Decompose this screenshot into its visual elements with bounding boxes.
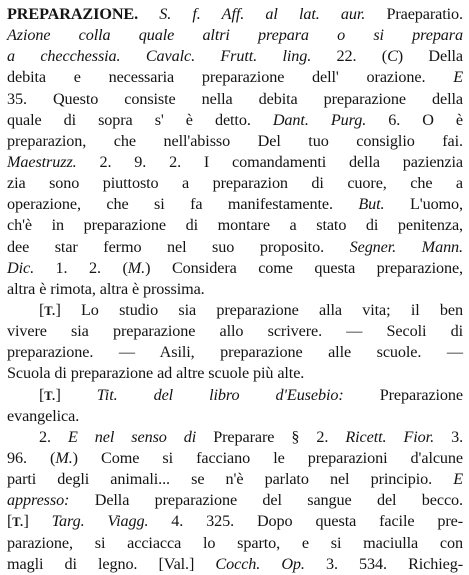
italic-run: Dant. Purg. <box>272 110 367 129</box>
text-run: 4. 325. Dopo questa facile pre- <box>148 512 463 531</box>
text-run: 6. O è <box>366 110 463 129</box>
italic-run: Maestruzz. <box>7 152 77 171</box>
italic-run: E nel senso di <box>67 427 197 446</box>
text-run: magli di legno. [Val.] <box>7 554 216 573</box>
entry-line <box>7 342 463 363</box>
entry-line <box>7 237 463 258</box>
text-run: 96. ( <box>7 448 56 467</box>
text-run: 1. 2. ( <box>34 258 128 277</box>
text-run: [ <box>7 512 13 531</box>
entry-line <box>7 511 463 532</box>
italic-run: But. <box>358 195 385 214</box>
italic-run: Targ. Viagg. <box>51 512 149 531</box>
text-run: 22. ( <box>311 47 388 66</box>
text-run: 3. 534. Richieg- <box>304 554 464 573</box>
italic-run: Ricett. Fior. <box>345 427 435 446</box>
text-run: Preparare § 2. <box>196 427 346 446</box>
text-run: dee star fermo nel suo proposito. <box>7 237 350 256</box>
entry-line <box>7 448 463 469</box>
entry-line <box>7 173 463 194</box>
entry-line <box>7 46 463 67</box>
text-run: parazione, si acciacca lo sparto, e si maciulla con <box>7 533 463 552</box>
italic-run: Cocch. Op. <box>215 554 305 573</box>
source-tag: T. <box>12 515 24 530</box>
text-run: altra è rimota, altra è prossima. <box>7 279 205 298</box>
italic-run: Azione colla quale altri prepara o si prepara <box>7 26 463 45</box>
text-run: Della preparazione del sangue del becco. <box>69 491 463 510</box>
text-run: 35. Questo consiste nella debita preparazione della <box>7 89 463 108</box>
entry-line <box>7 427 463 448</box>
entry-line <box>7 215 463 236</box>
text-run: [ <box>39 385 45 404</box>
italic-run: C <box>387 47 398 66</box>
text-run: Preparazione <box>343 385 463 404</box>
entry-line <box>7 300 463 321</box>
italic-run: Tit. del libro d'Eusebio: <box>96 385 344 404</box>
text-run: evangelica. <box>7 406 80 425</box>
italic-run: S. f. Aff. al lat. aur. <box>159 5 366 23</box>
entry-line <box>7 490 463 511</box>
entry-line <box>7 4 463 25</box>
text-run: ch'è in preparazione di montare a stato di penitenza, <box>7 216 463 235</box>
text-run: 3. <box>434 427 464 446</box>
entry-line <box>7 363 463 384</box>
text-run: Scuola di preparazione ad altre scuole più alte. <box>7 364 305 383</box>
dictionary-entry-preparazione <box>7 4 463 575</box>
source-tag: T. <box>44 388 56 403</box>
text-run: ) Della <box>397 47 463 66</box>
text-run: parti degli animali... se n'è parlato nel principio. <box>7 470 454 489</box>
italic-run: M. <box>55 448 73 467</box>
entry-line <box>7 89 463 110</box>
entry-line <box>7 554 463 575</box>
text-run: ) Considera come questa preparazione, <box>145 258 464 277</box>
text-run: ] Lo studio sia preparazione alla vita; il ben <box>55 300 463 319</box>
italic-run: E <box>453 68 463 87</box>
entry-line <box>7 533 463 554</box>
text-run: ) Come si facciano le preparazioni d'alcune <box>72 448 464 467</box>
entry-line <box>7 469 463 490</box>
text-run: quale di sopra s' è detto. <box>7 110 273 129</box>
text-run: operazione, che si fa manifestamente. <box>7 195 359 214</box>
italic-run: Dic. <box>7 258 35 277</box>
text-run: 2. 9. 2. I comandamenti della pazienzia <box>76 152 463 171</box>
text-run: ] <box>55 385 97 404</box>
entry-line <box>7 321 463 342</box>
text-run: L'uomo, <box>384 195 463 214</box>
entry-line <box>7 279 463 300</box>
italic-run: Segner. Mann. <box>349 237 463 256</box>
italic-run: E <box>453 470 463 489</box>
entry-line <box>7 67 463 88</box>
text-run: ] <box>23 512 52 531</box>
text-run: vivere sia preparazione allo scrivere. — Secoli di <box>7 322 463 341</box>
source-tag: T. <box>44 303 56 318</box>
text-run: [ <box>39 300 45 319</box>
italic-run: appresso: <box>7 491 70 510</box>
text-run: Praeparatio. <box>365 5 463 23</box>
text-run <box>138 5 159 23</box>
italic-run: M. <box>127 258 146 277</box>
italic-run: a checchessia. Cavalc. Frutt. ling. <box>7 47 312 66</box>
entry-line <box>7 258 463 279</box>
text-run: preparazione. — Asili, preparazione alle scuole. — <box>7 343 463 362</box>
text-run: zia sono piuttosto a preparazion di cuore, che a <box>7 174 463 193</box>
text-run: preparazion, che nell'abisso Del tuo consiglio fai. <box>7 131 463 150</box>
entry-line <box>7 110 463 131</box>
text-run: 2. <box>39 427 68 446</box>
text-run: debita e necessaria preparazione dell' orazione. <box>7 68 454 87</box>
entry-line <box>7 25 463 46</box>
entry-line <box>7 385 463 406</box>
headword: PREPARAZIONE. <box>7 5 139 23</box>
entry-line <box>7 152 463 173</box>
entry-line <box>7 131 463 152</box>
entry-line <box>7 194 463 215</box>
entry-line <box>7 406 463 427</box>
